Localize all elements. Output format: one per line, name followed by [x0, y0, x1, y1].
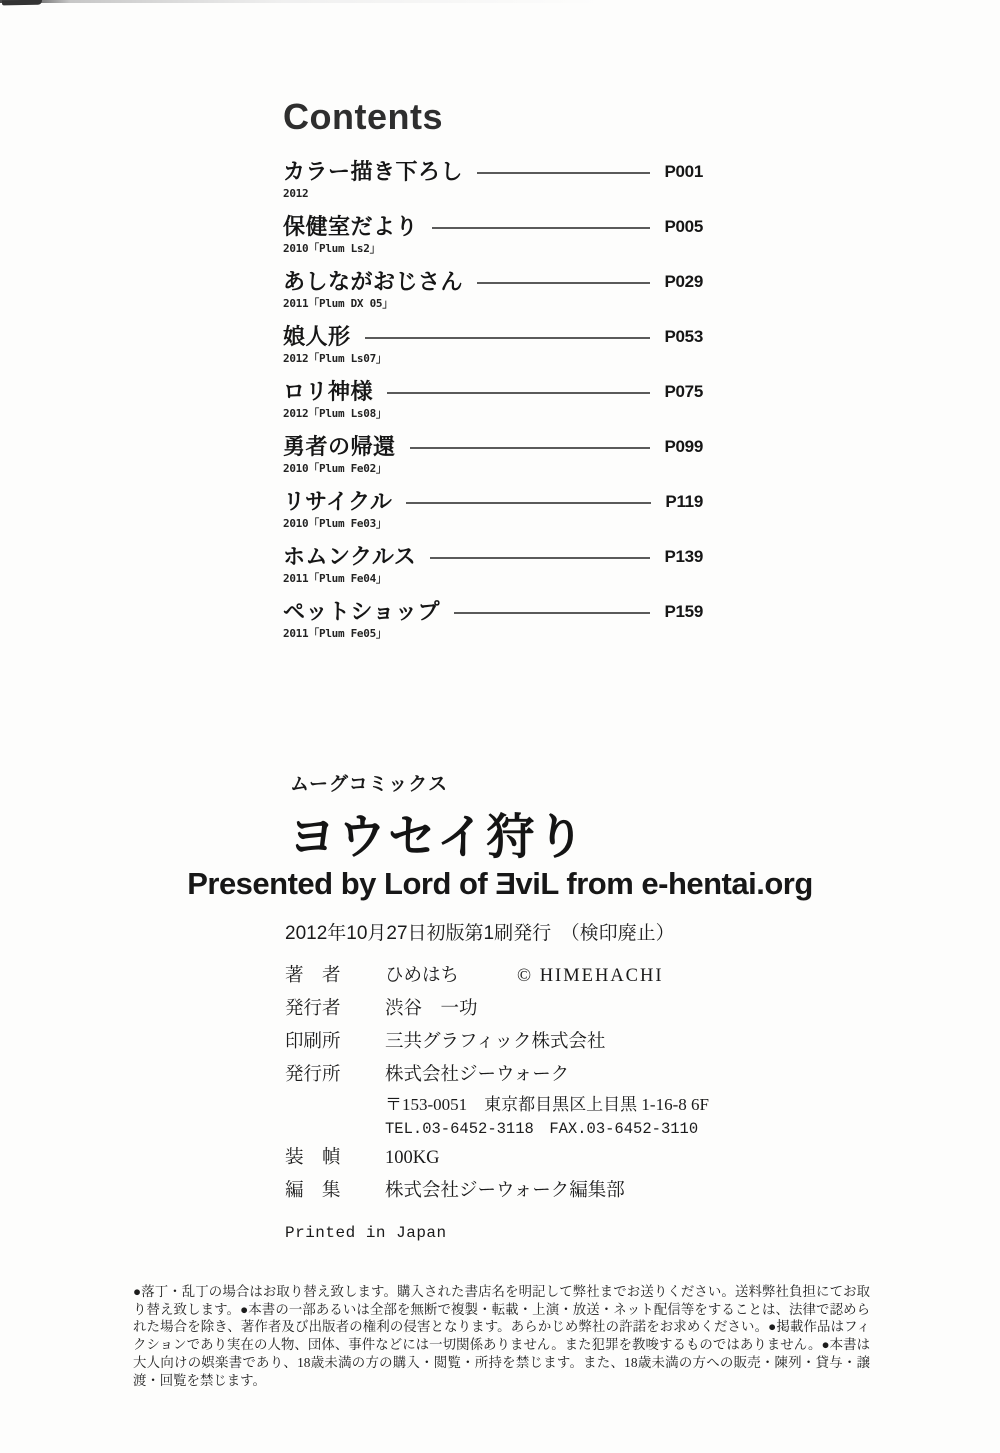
toc-page-number: P029 [664, 272, 703, 291]
toc-page-number: P099 [664, 437, 703, 456]
printed-in-japan: Printed in Japan [285, 1224, 447, 1242]
toc-item [283, 542, 703, 585]
colophon [285, 920, 825, 1242]
toc-item [283, 212, 703, 255]
leader-line [365, 337, 651, 339]
book-title: ヨウセイ狩り [288, 811, 587, 864]
toc-item-title: 保健室だより [283, 214, 419, 239]
colophon-row-publisher-person [285, 993, 825, 1026]
colophon-row-printer [285, 1026, 825, 1059]
contents-heading: Contents [283, 96, 443, 137]
toc-page-number: P075 [664, 382, 703, 401]
leader-line [432, 227, 650, 229]
toc-item-title: 娘人形 [283, 324, 351, 349]
toc-item-title: あしながおじさん [283, 269, 464, 294]
toc-page-number: P005 [664, 217, 703, 236]
toc-item-title: カラー描き下ろし [283, 159, 464, 184]
edition-line: 2012年10月27日初版第1刷発行 （検印廃止） [285, 923, 675, 944]
toc-item [283, 157, 703, 200]
copyright-credit: © HIMEHACHI [517, 966, 664, 986]
toc-page-number: P159 [664, 602, 703, 621]
toc-page-number: P119 [665, 492, 703, 511]
toc-row [283, 267, 703, 297]
colophon-label: 著 者 [285, 966, 341, 986]
table-of-contents [283, 157, 703, 652]
colophon-label: 印刷所 [285, 1032, 341, 1052]
binding-designer: 100KG [385, 1148, 440, 1168]
toc-item [283, 377, 703, 420]
toc-item-title: ペットショップ [283, 599, 441, 624]
publisher-person: 渋谷 一功 [385, 999, 478, 1019]
colophon-row-binding [285, 1142, 825, 1175]
scan-artifact-top-edge [0, 0, 1000, 3]
leader-line [477, 172, 650, 174]
colophon-label: 編 集 [285, 1181, 341, 1201]
leader-line [410, 447, 651, 449]
toc-item [283, 322, 703, 365]
toc-item-note: 2012 [283, 187, 309, 200]
printer-name: 三共グラフィック株式会社 [385, 1032, 606, 1052]
publisher-address: 〒153-0051 東京都目黒区上目黒 1-16-8 6F [385, 1095, 709, 1114]
publishing-house-name: 株式会社ジーウォーク [385, 1065, 570, 1085]
toc-row [283, 377, 703, 407]
toc-item-note: 2012「Plum Ls08」 [283, 407, 387, 420]
watermark-credit: Presented by Lord of ƎviL from e-hentai.org [187, 866, 813, 901]
scan-artifact-smudge [2, 0, 42, 5]
toc-row [283, 487, 703, 517]
colophon-label: 発行者 [285, 999, 341, 1019]
colophon-row-publishing-house [285, 1059, 825, 1092]
toc-row [283, 322, 703, 352]
colophon-row-author [285, 960, 825, 993]
author-name: ひめはち [385, 966, 460, 986]
toc-row [283, 212, 703, 242]
toc-item-note: 2011「Plum Fe05」 [283, 627, 387, 640]
toc-item [283, 432, 703, 475]
toc-row [283, 432, 703, 462]
colophon-row-editing [285, 1175, 825, 1208]
toc-item [283, 267, 703, 310]
toc-row [283, 542, 703, 572]
leader-line [387, 392, 650, 394]
toc-row [283, 597, 703, 627]
toc-item-note: 2010「Plum Fe03」 [283, 517, 387, 530]
toc-page-number: P139 [664, 547, 703, 566]
colophon-label: 装 幀 [285, 1148, 341, 1168]
publisher-tel-fax: TEL.03-6452-3118 FAX.03-6452-3110 [385, 1120, 699, 1138]
leader-line [477, 282, 650, 284]
toc-item-title: リサイクル [283, 489, 393, 514]
toc-item-note: 2011「Plum Fe04」 [283, 572, 387, 585]
toc-item-note: 2012「Plum Ls07」 [283, 352, 387, 365]
imprint-label: ムーグコミックス [290, 774, 449, 795]
leader-line [406, 502, 651, 504]
leader-line [430, 557, 650, 559]
toc-item [283, 487, 703, 530]
toc-item-note: 2011「Plum DX 05」 [283, 297, 393, 310]
toc-item-note: 2010「Plum Fe02」 [283, 462, 387, 475]
editing-department: 株式会社ジーウォーク編集部 [385, 1181, 625, 1201]
toc-item [283, 597, 703, 640]
toc-row [283, 157, 703, 187]
toc-page-number: P053 [664, 327, 703, 346]
leader-line [454, 612, 650, 614]
toc-item-note: 2010「Plum Ls2」 [283, 242, 381, 255]
toc-item-title: ホムンクルス [283, 544, 417, 569]
colophon-label: 発行所 [285, 1065, 341, 1085]
toc-item-title: ロリ神様 [283, 379, 374, 404]
legal-notice: ●落丁・乱丁の場合はお取り替え致します。購入された書店名を明記して弊社までお送りください。送料弊社負担にてお取り替え致します。●本書の一部あるいは全部を無断で複製・転載・上演・放送・ネット配信等をすることは、法律で認められた場合を除き、著作者及び出版者の権利の侵害となります。あらかじめ弊社の許諾をお求めください。●掲載作品はフィクションであり実在の人物、団体、事件などには一切関係ありません。また犯罪を教唆するものではありません。●本書は大人向けの娯楽書であり、18歳未満の方の購入・閲覧・所持を禁じます。また、18歳未満の方への販売・陳列・貸与・譲渡・回覧を禁じます。 [133, 1284, 870, 1388]
toc-item-title: 勇者の帰還 [283, 434, 396, 459]
toc-page-number: P001 [664, 162, 703, 181]
